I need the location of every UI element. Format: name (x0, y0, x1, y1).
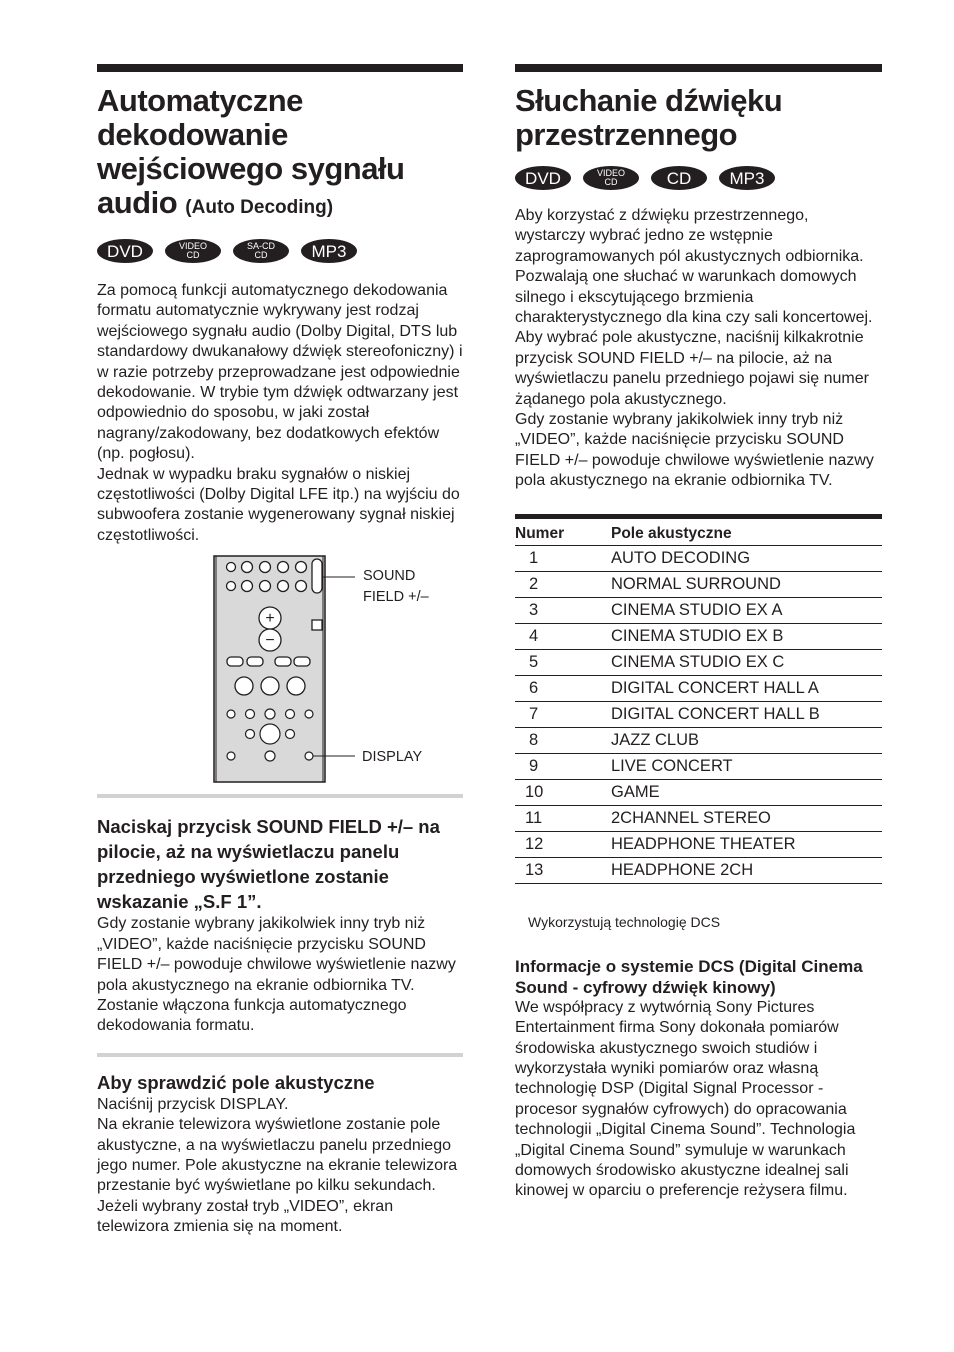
table-row (515, 857, 882, 883)
row-number: 7 (515, 701, 611, 727)
section-top-rule (97, 64, 463, 72)
title-sub: (Auto Decoding) (185, 197, 334, 218)
video-cd-badge-icon: VIDEO CD (165, 239, 221, 263)
row-field: GAME (611, 779, 882, 805)
table-row (515, 727, 882, 753)
section-title-surround: Słuchanie dźwięku przestrzennego (515, 83, 783, 152)
table-row (515, 779, 882, 805)
left-column (97, 64, 463, 1238)
row-field: NORMAL SURROUND (611, 571, 882, 597)
sound-field-table (515, 519, 882, 884)
row-number: 2 (515, 571, 611, 597)
dcs-heading: Informacje o systemie DCS (Digital Cinema Sound - cyfrowy dźwięk kinowy) (515, 956, 863, 997)
row-field: 2CHANNEL STEREO (611, 805, 882, 831)
sound-label-1: SOUND (363, 568, 416, 585)
intro-paragraph: Za pomocą funkcji automatycznego dekodowania formatu automatycznie wykrywany jest rodzaj wejściowego sygnału audio (Dolby Digital, DTS lub standardowy dwukanałowy dźwięk stereofoniczny) i w razie potrzeby przeprowadzane jest odpowiednie dekodowanie. W trybie tym dźwięk odtwarzany jest odpowiednio do sposobu, w jaki został nagrany/zakodowany, bez dodatkowych efektów (np. pogłosu). Jednak w wypadku braku sygnałów o niskiej częstotliwości (Dolby Digital LFE itp.) na wyjściu do subwoofera zostanie wygenerowany sygnał niskiej częstotliwości. (97, 282, 463, 544)
table-row (515, 675, 882, 701)
row-field: LIVE CONCERT (611, 753, 882, 779)
sa-cd-badge-icon: SA-CD CD (233, 239, 289, 263)
row-number: 5 (515, 649, 611, 675)
sound-label-2: FIELD +/– (363, 589, 429, 606)
table-row (515, 701, 882, 727)
check-heading: Aby sprawdzić pole akustyczne (97, 1071, 375, 1093)
divider (97, 794, 463, 798)
row-number: 1 (515, 545, 611, 571)
display-label: DISPLAY (362, 749, 423, 766)
table-footnote: Wykorzystują technologię DCS (528, 913, 721, 930)
dvd-badge-icon: DVD (515, 166, 571, 190)
format-badges (97, 239, 463, 263)
row-field: DIGITAL CONCERT HALL A (611, 675, 882, 701)
table-header-row (515, 519, 882, 546)
section-top-rule (515, 64, 882, 72)
remote-control-icon (97, 554, 463, 784)
table-row (515, 753, 882, 779)
row-number: 11 (515, 805, 611, 831)
row-number: 13 (515, 857, 611, 883)
format-badges (515, 166, 882, 190)
step-heading: Naciskaj przycisk SOUND FIELD +/– na pilocie, aż na wyświetlaczu panelu przedniego wyświetlone zostanie wskazanie „S.F 1”. (97, 816, 440, 913)
table-row (515, 571, 882, 597)
dvd-badge-icon: DVD (97, 239, 153, 263)
row-field: DIGITAL CONCERT HALL B (611, 701, 882, 727)
dcs-text: We współpracy z wytwórnią Sony Pictures Entertainment firma Sony dokonała pomiarów środowiska akustycznego swoich studiów i wykorzystała wyniki pomiarów oraz własną technologię DSP (Digital Signal Processor - procesor sygnałów cyfrowych) do opracowania technologii „Digital Cinema Sound”. Technologia „Digital Cinema Sound” symuluje w warunkach domowych środowisko akustyczne idealnej sali kinowej w oparciu o preferencje reżysera filmu. (515, 998, 856, 1200)
row-field: CINEMA STUDIO EX A (611, 597, 882, 623)
row-field: CINEMA STUDIO EX B (611, 623, 882, 649)
title-main: Automatyczne dekodowanie wejściowego sygnału audio (97, 83, 405, 220)
row-field: HEADPHONE 2CH (611, 857, 882, 883)
check-text: Naciśnij przycisk DISPLAY. Na ekranie telewizora wyświetlone zostanie pole akustyczne, a na wyświetlaczu panelu przedniego jego numer. Pole akustyczne na ekranie telewizora przestanie być wyświetlane po kilku sekundach. Jeżeli wybrany został tryb „VIDEO”, ekran telewizora zmienia się na moment. (97, 1095, 458, 1236)
table-row (515, 831, 882, 857)
row-number: 6 (515, 675, 611, 701)
row-number: 4 (515, 623, 611, 649)
intro-paragraph: Aby korzystać z dźwięku przestrzennego, wystarczy wybrać jedno ze wstępnie zaprogramowanych pól akustycznych odbiornika. Pozwalają one słuchać w warunkach domowych silnego i ekscytującego brzmienia charakterystycznego dla kina czy sali koncertowej. Aby wybrać pole akustyczne, naciśnij kilkakrotnie przycisk SOUND FIELD +/– na pilocie, aż na wyświetlaczu panelu przedniego pojawi się numer żądanego pola akustycznego. Gdy zostanie wybrany jakikolwiek inny tryb niż „VIDEO”, każde naciśnięcie przycisku SOUND FIELD +/– powoduje chwilowe wyświetlenie nazwy pola akustycznego na ekranie odbiornika TV. (515, 207, 874, 490)
row-field: CINEMA STUDIO EX C (611, 649, 882, 675)
row-field: HEADPHONE THEATER (611, 831, 882, 857)
table-row (515, 623, 882, 649)
section-title-auto-decoding (97, 84, 463, 225)
row-number: 9 (515, 753, 611, 779)
table-row (515, 597, 882, 623)
table-row (515, 545, 882, 571)
row-field: AUTO DECODING (611, 545, 882, 571)
col-header-number: Numer (515, 519, 611, 546)
remote-control-illustration (97, 554, 463, 784)
svg-text:−: − (265, 632, 275, 650)
svg-text:+: + (265, 610, 275, 628)
row-number: 10 (515, 779, 611, 805)
step-text: Gdy zostanie wybrany jakikolwiek inny tryb niż „VIDEO”, każde naciśnięcie przycisku SOUND FIELD +/– powoduje chwilowe wyświetlenie nazwy pola akustycznego na ekranie odbiornika TV. Zostanie włączona funkcja automatycznego dekodowania formatu. (97, 915, 456, 1035)
table-row (515, 805, 882, 831)
mp3-badge-icon: MP3 (719, 166, 775, 190)
cd-badge-icon: CD (651, 166, 707, 190)
mp3-badge-icon: MP3 (301, 239, 357, 263)
row-number: 3 (515, 597, 611, 623)
row-number: 8 (515, 727, 611, 753)
right-column (515, 64, 882, 1202)
divider (97, 1053, 463, 1057)
video-cd-badge-icon: VIDEO CD (583, 166, 639, 190)
row-number: 12 (515, 831, 611, 857)
row-field: JAZZ CLUB (611, 727, 882, 753)
col-header-field: Pole akustyczne (611, 519, 882, 546)
table-row (515, 649, 882, 675)
